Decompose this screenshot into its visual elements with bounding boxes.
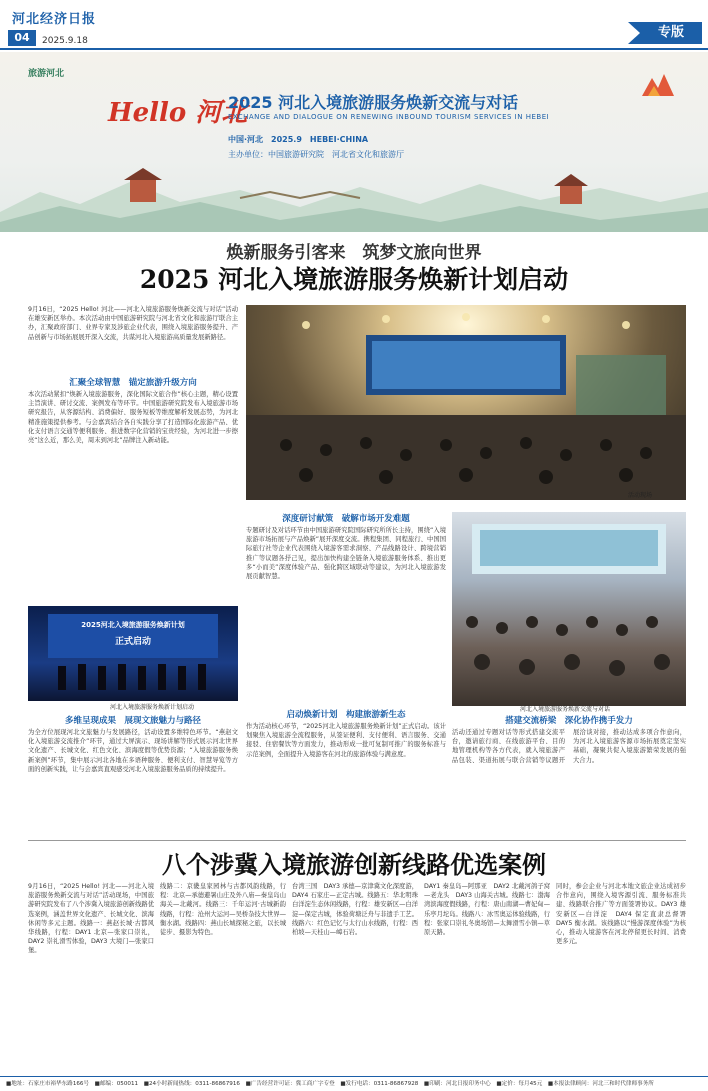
divider [28,840,686,841]
article-headline: 2025 河北入境旅游服务焕新计划启动 [139,265,569,294]
event-banner [0,52,708,232]
section-body-1: 本次活动紧扣“焕新入境旅游服务，深化国际文旅合作”核心主题，精心设置主旨演讲、研讨交流、案例发布等环节。中国旅游研究院发布入境旅游市场研究报告，从客源结构、消费偏好、服务短板等维度解析发展态势，为河北精准施策提供参考。与会嘉宾结合各自实践分享了打造国际化旅游产品、优化支付语言交通等便利服务、推进数字化营销的宝贵经验，为河北进一步擦亮“这么近，那么美，周末到河北”品牌注入新动能。 [28,391,238,445]
launch-ceremony-photo [28,606,238,701]
article2-col3: 台湾三国 DAY3 承德—京津冀文化深度游，DAY4 石家庄—正定古城。线路五：华北明珠白洋淀生态休闲线路，行程：雄安新区—白洋淀—保定古城，体验荷塘泛舟与非遗手工艺。线路六：红色记忆与太行山水线路，行程：西柏坡—天桂山—嶂石岩。 [292,883,418,937]
section-heading-1: 汇聚全球智慧 锚定旅游升级方向 [69,378,197,388]
photo1-caption: 活动现场 [628,492,653,499]
page-number: 04 [8,30,36,46]
article2-headline: 八个涉冀入境旅游创新线路优选案例 [162,850,546,879]
article2-col5: 同时，参会企业与河北本地文旅企业达成初步合作意向，围绕入境客源引流、服务标准共建、线路联合推广等方面签署协议。DAY3 雄安新区—白洋淀 DAY4 保定直隶总督署 DAY5 衡水湖。该线路以“慢游深度体验”为核心，推动入境游客在河北停留更长时间、消费更多元。 [556,883,693,946]
launch-screen-text: 2025河北入境旅游服务焕新计划 [81,621,185,629]
conference-photo [246,305,686,500]
banner-meta: 中国·河北 2025.9 HEBEI·CHINA [228,135,369,144]
hello-hebei-logo: Hello 河北 [108,98,248,128]
launch-screen-subtext: 正式启动 [114,637,151,647]
lead-paragraph: 9月16日，“2025 Hello! 河北——河北入境旅游服务焕新交流与对话”活动在雄安新区举办。本次活动由中国旅游研究院与河北省文化和旅游厅联合主办，汇聚政府部门、业界专家及涉旅企业代表，围绕入境旅游服务提升、产品创新与市场拓展展开深入交流，共谋河北入境旅游高质量发展新路径。 [28,306,238,341]
article2-col2: 线路二：京畿皇家园林与古都风韵线路，行程：北京—承德避暑山庄及外八庙—秦皇岛山海关—北戴河。线路三：千年运河·古城新韵线路，行程：沧州大运河—吴桥杂技大世界—衡水湖。线路四：燕山长城探秘之旅，以长城徒步、摄影为特色。 [160,883,286,937]
section-heading-2: 多维呈现成果 展现文旅魅力与路径 [64,716,201,726]
paper-name: 河北经济日报 [12,12,97,27]
dialogue-session-image [452,512,686,706]
issue-date: 2025.9.18 [42,36,88,46]
article2-col1: 9月16日，“2025 Hello! 河北——河北入境旅游服务焕新交流与对话”活动现场，中国旅游研究院发布了八个涉冀入境旅游创新线路优选案例，涵盖世界文化遗产、长城文化、滨海休闲等多元主题。线路一：燕赵长城·古都风华线路，行程：DAY1 北京—张家口崇礼，DAY2 崇礼滑雪体验，DAY3 大境门—张家口堡。 [28,883,154,955]
section-body-5: 活动还通过专题对话等形式搭建交流平台，邀请旅行商、在线旅游平台、目的地管理机构等各方代表，就入境旅游产品包装、渠道拓展与联合营销等议题开展洽谈对接，推动达成多项合作意向，为河北入境旅游客源市场拓展奠定坚实基础，凝聚共促入境旅游繁荣发展的强大合力。 [452,729,686,764]
section-body-2: 为全方位展现河北文旅魅力与发展路径，活动设置多维特色环节。“燕赵文化入境旅游交流推介”环节，通过大屏演示、现场讲解等形式展示河北世界文化遗产、长城文化、红色文化、滨海度假等优势资源；“入境旅游服务焕新案例”环节，集中展示河北各地在多语种服务、便利支付、智慧导览等方面的创新实践，让与会嘉宾直观感受河北入境旅游服务品质的持续提升。 [28,729,238,773]
article2-col4: DAY1 秦皇岛—阿那亚 DAY2 北戴河鸽子窝—老龙头 DAY3 山海关古城。线路七：渤海湾滨海度假线路，行程：唐山南湖—曹妃甸—乐亭月坨岛。线路八：冰雪奥运体验线路，行程：张家口崇礼冬奥场馆—太舞滑雪小镇—草原天路。 [424,883,550,937]
photo3-caption: 河北入境旅游服务焕新交流与对话 [520,706,611,713]
section-heading-5: 搭建交流桥梁 深化协作携手发力 [505,716,633,726]
conference-hall-image [246,305,686,500]
masthead-bar [0,0,708,50]
section-body-4: 作为活动核心环节，“2025河北入境旅游服务焕新计划”正式启动。该计划聚焦入境旅游全流程服务，从签证便利、支付便利、语言服务、交通接驳、住宿餐饮等方面发力，推动形成一批可复制可推广的服务标准与示范案例，全面提升入境游客在河北的旅游体验与满意度。 [246,723,446,758]
mountain-logo-icon [640,66,676,102]
photo2-caption: 河北入境旅游服务焕新计划启动 [110,704,195,711]
footer-info: ■地址：石家庄市裕华东路166号 ■邮编：050011 ■24小时新闻热线：0311-86867916 ■广告经营许可证：冀工商广字专登 ■发行电话：0311-86867928 ■印刷：河北日报印务中心 ■定价：每月45元 ■本报法律顾问：河北三和时代律师事务所 [0,1076,708,1091]
section-tag: 专版 [640,22,702,44]
banner-title: 2025 河北入境旅游服务焕新交流与对话 [228,93,519,112]
landscape-illustration [0,162,708,232]
dialogue-photo [452,512,686,706]
banner-sponsor: 主办单位：中国旅游研究院 河北省文化和旅游厅 [228,150,404,159]
article-subtitle: 焕新服务引客来 筑梦文旅向世界 [226,243,482,263]
banner-left-tag: 旅游河北 [28,69,65,79]
section-heading-4: 启动焕新计划 构建旅游新生态 [286,710,406,720]
section-heading-3: 深度研讨献策 破解市场开发难题 [282,514,410,524]
section-body-3: 专题研讨及对话环节由中国旅游研究院国际研究所所长主持，围绕“入境旅游市场拓展与产品焕新”展开深度交流。携程集团、同程旅行、中国国际旅行社等企业代表围绕入境游客需求洞察、产品线路设计、跨境营销推广等议题各抒己见，提出加快构建全链条入境旅游服务体系、推出更多“小而美”深度体验产品、强化跨区域联动等建议，为河北入境旅游发展贡献智慧。 [246,527,446,581]
banner-title-en: EXCHANGE AND DIALOGUE ON RENEWING INBOUND TOURISM SERVICES IN HEBEI [228,113,550,121]
